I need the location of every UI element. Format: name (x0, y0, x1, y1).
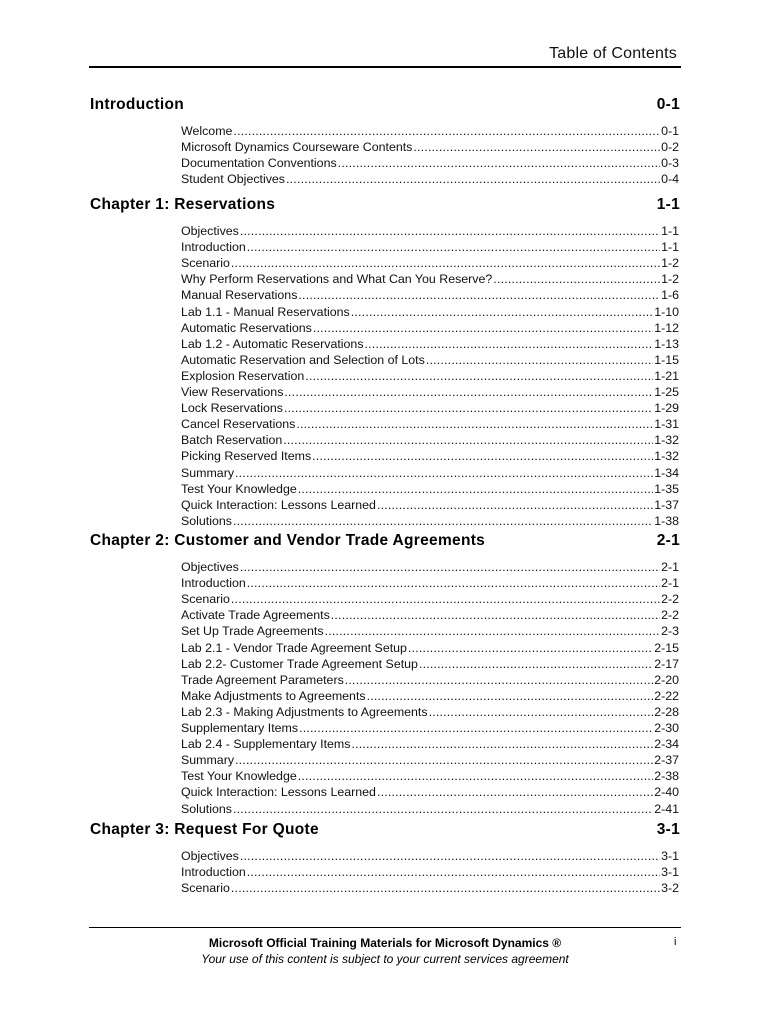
toc-entry-page-number: 1-2 (661, 256, 679, 271)
dot-leader (247, 240, 660, 254)
toc-entry-title: Solutions (181, 513, 232, 528)
dot-leader (429, 705, 654, 719)
dot-leader (284, 385, 653, 399)
toc-entry-title: Why Perform Reservations and What Can You Reserve? (181, 272, 493, 287)
toc-entry-title: Scenario (181, 256, 230, 271)
toc-entry-page-number: 1-37 (654, 497, 679, 512)
dot-leader (377, 498, 653, 512)
toc-entry (181, 124, 679, 140)
toc-entry-title: Lock Reservations (181, 401, 283, 416)
toc-entry-title: Lab 2.1 - Vendor Trade Agreement Setup (181, 640, 407, 655)
toc-entry (181, 482, 679, 498)
toc-entry (181, 769, 679, 785)
dot-leader (351, 737, 653, 751)
toc-entry (181, 417, 679, 433)
toc-entry (181, 624, 679, 640)
toc-entry (181, 753, 679, 769)
toc-entry-page-number: 2-28 (654, 704, 679, 719)
toc-entry (181, 272, 679, 288)
toc-entry (181, 641, 679, 657)
toc-entry-page-number: 2-1 (661, 560, 679, 574)
chapter-title: Introduction (90, 96, 184, 113)
toc-entry-page-number: 1-12 (654, 320, 679, 335)
dot-leader (240, 224, 660, 238)
toc-entry-title: Introduction (181, 240, 246, 255)
toc-entry-title: Lab 2.2- Customer Trade Agreement Setup (181, 656, 418, 671)
toc-entry-title: Batch Reservation (181, 433, 283, 448)
dot-leader (493, 272, 660, 286)
toc-entry-title: Cancel Reservations (181, 417, 296, 432)
dot-leader (286, 172, 660, 186)
toc-entry-title: Test Your Knowledge (181, 481, 297, 496)
chapter-title: Chapter 1: Reservations (90, 196, 276, 213)
toc-entry-title: View Reservations (181, 385, 284, 399)
toc-entry-title: Summary (181, 753, 235, 768)
toc-entry-page-number: 3-2 (661, 881, 679, 896)
toc-chapter-heading (90, 821, 680, 841)
toc-entry-page-number: 0-3 (661, 156, 679, 171)
dot-leader (338, 156, 660, 170)
toc-entry (181, 785, 679, 801)
header-divider (89, 66, 681, 68)
dot-leader (325, 624, 661, 638)
toc-entry-page-number: 1-13 (654, 336, 679, 351)
toc-entry (181, 385, 679, 401)
toc-entry (181, 498, 679, 514)
toc-entry-page-number: 2-30 (654, 721, 679, 735)
toc-entry-title: Test Your Knowledge (181, 769, 297, 784)
toc-entry-page-number: 2-38 (654, 769, 679, 784)
toc-entry-title: Objectives (181, 560, 239, 574)
toc-entry (181, 140, 679, 156)
toc-entry-page-number: 1-15 (654, 352, 679, 367)
toc-entry-page-number: 1-25 (654, 385, 679, 399)
dot-leader (312, 449, 653, 463)
toc-entry (181, 721, 679, 737)
chapter-page-number: 2-1 (656, 532, 680, 549)
toc-entry-page-number: 1-21 (654, 368, 679, 383)
toc-entry (181, 288, 679, 304)
dot-leader (345, 673, 653, 687)
toc-entry-page-number: 1-1 (661, 240, 679, 255)
toc-entry-page-number: 1-38 (654, 513, 679, 528)
toc-entry-title: Picking Reserved Items (181, 449, 312, 464)
toc-entry-page-number: 2-2 (661, 608, 679, 623)
dot-leader (235, 466, 653, 480)
dot-leader (298, 288, 660, 302)
dot-leader (283, 433, 653, 447)
toc-entry (181, 705, 679, 721)
toc-entry-title: Make Adjustments to Agreements (181, 688, 366, 703)
chapter-page-number: 0-1 (656, 96, 680, 113)
toc-entry-page-number: 0-1 (661, 124, 679, 138)
dot-leader (240, 560, 660, 574)
toc-entry-page-number: 1-31 (654, 417, 679, 432)
toc-chapter-heading (90, 96, 680, 116)
toc-entry-page-number: 1-32 (654, 449, 679, 464)
toc-entry (181, 256, 679, 272)
toc-entry (181, 337, 679, 353)
toc-entry-title: Welcome (181, 124, 233, 138)
toc-entry (181, 353, 679, 369)
chapter-page-number: 3-1 (656, 821, 680, 838)
dot-leader (240, 849, 660, 863)
dot-leader (365, 337, 654, 351)
toc-entry-page-number: 2-3 (661, 624, 679, 639)
toc-entry (181, 560, 679, 576)
dot-leader (298, 482, 653, 496)
chapter-title: Chapter 2: Customer and Vendor Trade Agreements (90, 532, 486, 549)
toc-entry-title: Supplementary Items (181, 721, 299, 735)
toc-entry-page-number: 2-17 (654, 656, 679, 671)
toc-entry-page-number: 1-35 (654, 481, 679, 496)
toc-entry-page-number: 2-2 (661, 592, 679, 607)
toc-entry (181, 514, 679, 530)
toc-entry-title: Set Up Trade Agreements (181, 624, 324, 639)
toc-entry-title: Introduction (181, 865, 246, 880)
toc-entry (181, 401, 679, 417)
toc-entry-title: Objectives (181, 224, 239, 238)
dot-leader (351, 305, 653, 319)
chapter-page-number: 1-1 (656, 196, 680, 213)
toc-entry-page-number: 2-20 (654, 672, 679, 687)
toc-entry-page-number: 1-29 (654, 401, 679, 416)
toc-entry-page-number: 1-2 (661, 272, 679, 287)
toc-entry-title: Introduction (181, 576, 246, 591)
toc-entry-page-number: 1-6 (661, 288, 679, 303)
toc-entry-page-number: 2-40 (654, 785, 679, 800)
toc-chapter-heading (90, 196, 680, 216)
toc-entry-page-number: 1-1 (661, 224, 679, 238)
toc-entry-title: Quick Interaction: Lessons Learned (181, 497, 376, 512)
toc-entry-page-number: 0-4 (661, 172, 679, 187)
dot-leader (231, 256, 660, 270)
toc-entry-page-number: 1-32 (654, 433, 679, 448)
toc-entry (181, 592, 679, 608)
dot-leader (284, 401, 653, 415)
page-header-title: Table of Contents (549, 45, 677, 62)
toc-entry (181, 849, 679, 865)
toc-entry-title: Scenario (181, 881, 230, 896)
dot-leader (377, 785, 653, 799)
toc-entry-page-number: 3-1 (661, 865, 679, 880)
dot-leader (413, 140, 660, 154)
toc-entry-title: Quick Interaction: Lessons Learned (181, 785, 376, 800)
toc-entry-title: Activate Trade Agreements (181, 608, 330, 623)
toc-entry (181, 865, 679, 881)
dot-leader (331, 608, 660, 622)
chapter-title: Chapter 3: Request For Quote (90, 821, 319, 838)
toc-entry (181, 657, 679, 673)
toc-entry-title: Automatic Reservations (181, 320, 312, 335)
toc-entry-page-number: 1-34 (654, 465, 679, 480)
toc-chapter-heading (90, 532, 680, 552)
footer-copyright-line: Microsoft Official Training Materials for Microsoft Dynamics ® (208, 936, 562, 950)
toc-entry-title: Lab 2.4 - Supplementary Items (181, 737, 351, 752)
toc-entry (181, 576, 679, 592)
toc-entry-page-number: 3-1 (661, 849, 679, 863)
toc-entry-title: Objectives (181, 849, 239, 863)
dot-leader (313, 321, 653, 335)
toc-entry-title: Solutions (181, 801, 232, 816)
toc-entry-page-number: 1-10 (654, 304, 679, 319)
dot-leader (298, 769, 653, 783)
dot-leader (426, 353, 653, 367)
dot-leader (233, 124, 660, 138)
toc-entry-page-number: 2-15 (654, 640, 679, 655)
footer-page-number: i (674, 936, 677, 948)
toc-entry-title: Manual Reservations (181, 288, 298, 303)
dot-leader (231, 592, 660, 606)
dot-leader (367, 689, 654, 703)
dot-leader (247, 576, 660, 590)
footer-license-line: Your use of this content is subject to your current services agreement (201, 952, 569, 966)
dot-leader (305, 369, 653, 383)
toc-entry-title: Documentation Conventions (181, 156, 337, 171)
toc-entry-title: Scenario (181, 592, 230, 607)
toc-entry-title: Microsoft Dynamics Courseware Contents (181, 140, 413, 155)
dot-leader (299, 721, 653, 735)
toc-entry-title: Lab 2.3 - Making Adjustments to Agreements (181, 704, 428, 719)
footer-divider (89, 927, 681, 928)
toc-entry (181, 449, 679, 465)
dot-leader (231, 881, 660, 895)
dot-leader (296, 417, 653, 431)
toc-entry (181, 369, 679, 385)
toc-entry (181, 689, 679, 705)
toc-entry (181, 305, 679, 321)
toc-entry-title: Summary (181, 465, 235, 480)
toc-entry-title: Explosion Reservation (181, 368, 305, 383)
dot-leader (247, 865, 660, 879)
toc-entry (181, 466, 679, 482)
toc-entry (181, 608, 679, 624)
toc-entry-page-number: 2-22 (654, 688, 679, 703)
dot-leader (235, 753, 653, 767)
toc-entry-page-number: 2-1 (661, 576, 679, 591)
dot-leader (233, 514, 653, 528)
toc-entry-page-number: 0-2 (661, 140, 679, 155)
toc-entry (181, 172, 679, 188)
toc-entry (181, 156, 679, 172)
toc-entry-title: Lab 1.1 - Manual Reservations (181, 304, 350, 319)
toc-entry (181, 673, 679, 689)
dot-leader (419, 657, 653, 671)
toc-entry-page-number: 2-34 (654, 737, 679, 752)
toc-entry (181, 802, 679, 818)
toc-entry-page-number: 2-41 (654, 801, 679, 816)
toc-entry-page-number: 2-37 (654, 753, 679, 768)
toc-entry (181, 224, 679, 240)
toc-entry (181, 881, 679, 897)
toc-entry (181, 737, 679, 753)
dot-leader (233, 802, 653, 816)
toc-entry (181, 433, 679, 449)
toc-entry-title: Automatic Reservation and Selection of Lots (181, 352, 425, 367)
toc-entry-title: Student Objectives (181, 172, 286, 187)
dot-leader (408, 641, 653, 655)
toc-entry (181, 321, 679, 337)
toc-entry-title: Lab 1.2 - Automatic Reservations (181, 336, 364, 351)
toc-entry (181, 240, 679, 256)
toc-entry-title: Trade Agreement Parameters (181, 672, 344, 687)
